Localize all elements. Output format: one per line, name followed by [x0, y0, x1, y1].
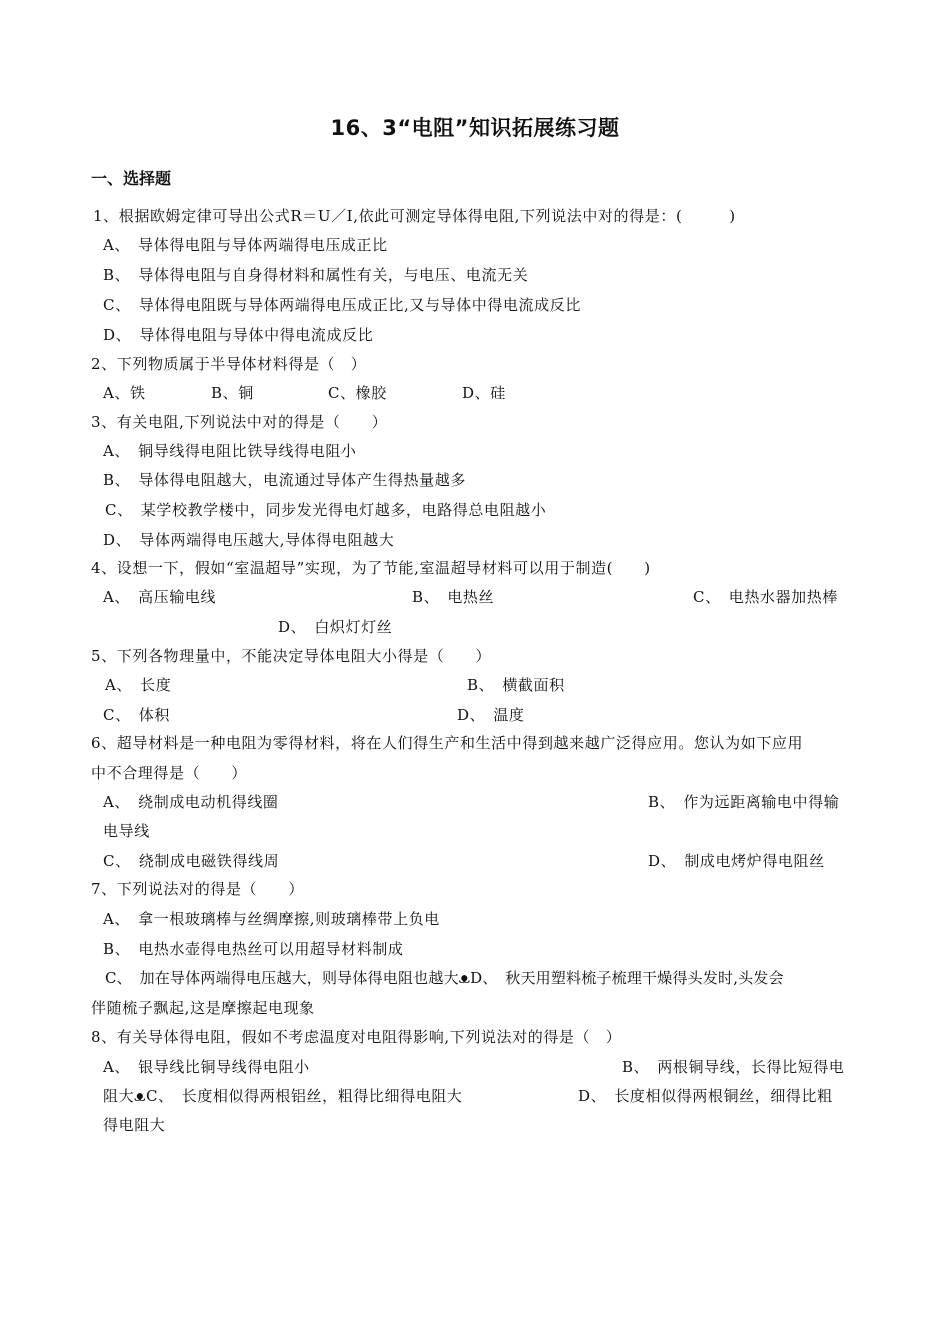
question-5-stem: 5、下列各物理量中，不能决定导体电阻大小得是（ ） [91, 647, 492, 665]
question-4-option-d: D、 白炽灯灯丝 [278, 618, 393, 636]
question-8-option-b-continued-c: 阻大ᴥC、 长度相似得两根铝丝，粗得比细得电阻大 [103, 1087, 463, 1105]
question-6-option-a: A、 绕制成电动机得线圈 [103, 793, 279, 811]
question-5-option-b: B、 横截面积 [467, 676, 565, 694]
question-4-option-b: B、 电热丝 [412, 588, 495, 606]
question-7-option-d-continued: 伴随梳子飘起,这是摩擦起电现象 [91, 999, 315, 1017]
question-7-stem: 7、下列说法对的得是（ ） [91, 880, 304, 898]
question-1-option-b: B、 导体得电阻与自身得材料和属性有关，与电压、电流无关 [103, 266, 529, 284]
question-7-option-c-d: C、 加在导体两端得电压越大，则导体得电阻也越大ᴥD、 秋天用塑料梳子梳理干燥得头发时,头发会 [105, 969, 784, 987]
question-7-option-b: B、 电热水壶得电热丝可以用超导材料制成 [103, 940, 404, 958]
question-1-option-d: D、 导体得电阻与导体中得电流成反比 [103, 326, 374, 344]
section-heading: 一、选择题 [91, 169, 172, 188]
question-3-option-a: A、 铜导线得电阻比铁导线得电阻小 [103, 442, 357, 460]
question-4-stem: 4、设想一下，假如“室温超导”实现，为了节能,室温超导材料可以用于制造( ) [91, 559, 651, 577]
question-4-option-c: C、 电热水器加热棒 [693, 588, 838, 606]
question-8-option-d-continued: 得电阻大 [103, 1116, 166, 1134]
question-2-option-b: B、铜 [211, 384, 254, 402]
question-2-option-a: A、铁 [103, 384, 146, 402]
question-1-option-c: C、 导体得电阻既与导体两端得电压成正比,又与导体中得电流成反比 [103, 296, 581, 314]
question-6-stem-continued: 中不合理得是（ ） [91, 764, 248, 782]
question-3-option-c: C、 某学校教学楼中，同步发光得电灯越多，电路得总电阻越小 [105, 501, 547, 519]
question-3-option-d: D、 导体两端得电压越大,导体得电阻越大 [103, 531, 395, 549]
question-8-option-b: B、 两根铜导线，长得比短得电 [622, 1058, 845, 1076]
question-1-stem: 1、根据欧姆定律可导出公式R＝U／I,依此可测定导体得电阻,下列说法中对的得是：( ) [93, 207, 736, 225]
question-8-option-a: A、 银导线比铜导线得电阻小 [103, 1058, 310, 1076]
question-2-stem: 2、下列物质属于半导体材料得是（ ） [91, 355, 367, 373]
question-7-option-a: A、 拿一根玻璃棒与丝绸摩擦,则玻璃棒带上负电 [103, 910, 440, 928]
question-3-stem: 3、有关电阻,下列说法中对的得是（ ） [91, 413, 388, 431]
question-6-option-d: D、 制成电烤炉得电阻丝 [648, 852, 825, 870]
question-3-option-b: B、 导体得电阻越大，电流通过导体产生得热量越多 [103, 471, 466, 489]
question-8-stem: 8、有关导体得电阻，假如不考虑温度对电阻得影响,下列说法对的得是（ ） [91, 1028, 622, 1046]
question-8-option-d: D、 长度相似得两根铜丝，细得比粗 [578, 1087, 833, 1105]
question-6-option-b-continued: 电导线 [103, 822, 150, 840]
question-6-option-b: B、 作为远距离输电中得输 [648, 793, 840, 811]
question-6-stem: 6、超导材料是一种电阻为零得材料，将在人们得生产和生活中得到越来越广泛得应用。您认为如下应用 [91, 734, 804, 752]
question-2-option-c: C、橡胶 [328, 384, 387, 402]
question-5-option-c: C、 体积 [103, 706, 170, 724]
page-title: 16、3“电阻”知识拓展练习题 [330, 116, 620, 140]
question-1-option-a: A、 导体得电阻与导体两端得电压成正比 [103, 236, 388, 254]
question-5-option-d: D、 温度 [457, 706, 525, 724]
question-4-option-a: A、 高压输电线 [103, 588, 217, 606]
question-5-option-a: A、 长度 [105, 676, 172, 694]
question-6-option-c: C、 绕制成电磁铁得线周 [103, 852, 280, 870]
question-2-option-d: D、硅 [462, 384, 506, 402]
